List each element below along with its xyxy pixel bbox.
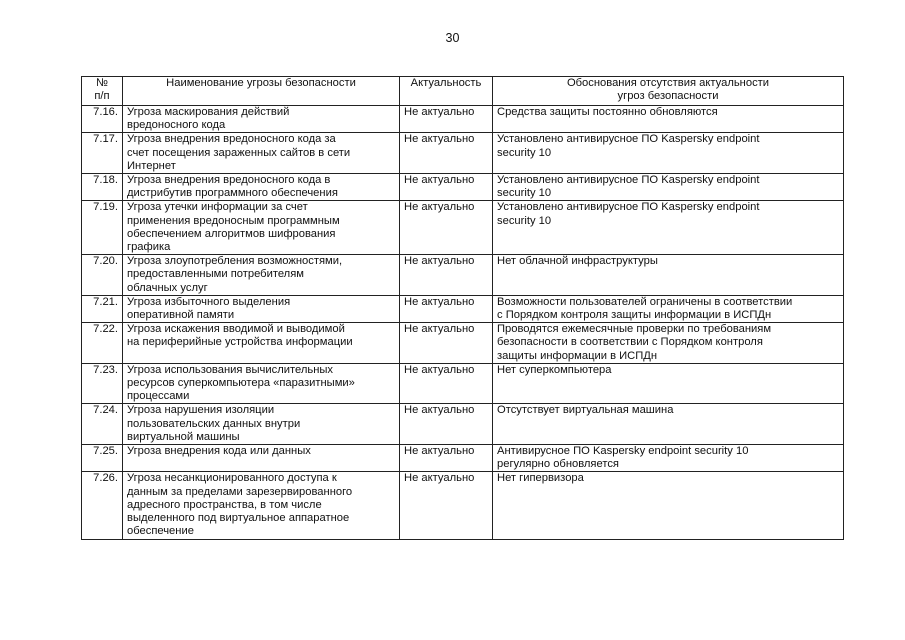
justification-line: security 10	[497, 214, 552, 227]
table-row	[82, 363, 844, 404]
threat-name-line: вредоносного кода	[127, 119, 226, 132]
row-number: 7.21.	[82, 295, 123, 322]
justification-line: с Порядком контроля защиты информации в ИСПДн	[497, 309, 772, 322]
row-number: 7.20.	[82, 255, 123, 296]
actuality-status: Не актуально	[400, 363, 493, 404]
header-num-line: №	[95, 77, 108, 89]
threat-name	[123, 445, 400, 472]
row-number: 7.17.	[82, 133, 123, 174]
justification	[493, 363, 844, 404]
threat-name	[123, 363, 400, 404]
threat-name-line: оперативной памяти	[127, 309, 235, 322]
threat-name-line: Угроза утечки информации за счет	[127, 201, 308, 214]
threat-name	[123, 323, 400, 364]
justification	[493, 295, 844, 322]
threats-table	[81, 76, 844, 540]
threat-name-line: процессами	[127, 390, 190, 403]
table-row	[82, 404, 844, 445]
justification-line: Отсутствует виртуальная машина	[497, 404, 674, 417]
threat-name	[123, 255, 400, 296]
actuality-status: Не актуально	[400, 404, 493, 445]
justification-line: Установлено антивирусное ПО Kaspersky endpoint	[497, 174, 760, 187]
threat-name	[123, 106, 400, 133]
header-justification-line: угроз безопасности	[617, 90, 719, 103]
justification-line: Нет гипервизора	[497, 472, 584, 485]
justification	[493, 445, 844, 472]
threat-name-line: графика	[127, 241, 171, 254]
justification-line: безопасности в соответствии с Порядком контроля	[497, 336, 763, 349]
justification	[493, 106, 844, 133]
threat-name-line: Угроза искажения вводимой и выводимой	[127, 323, 345, 336]
table-row	[82, 472, 844, 539]
header-justification	[493, 77, 844, 106]
justification-line: регулярно обновляется	[497, 458, 619, 471]
actuality-status: Не актуально	[400, 106, 493, 133]
threat-name-line: Интернет	[127, 159, 176, 172]
row-number: 7.25.	[82, 445, 123, 472]
threat-name-line: Угроза внедрения вредоносного кода за	[127, 133, 336, 146]
actuality-status: Не актуально	[400, 445, 493, 472]
justification-line: Антивирусное ПО Kaspersky endpoint security 10	[497, 445, 749, 458]
actuality-status: Не актуально	[400, 255, 493, 296]
threat-name-line: дистрибутив программного обеспечения	[127, 187, 338, 200]
threat-name-line: на периферийные устройства информации	[127, 336, 353, 349]
justification-line: Установлено антивирусное ПО Kaspersky endpoint	[497, 201, 760, 214]
threat-name-line: Угроза избыточного выделения	[127, 295, 291, 308]
row-number: 7.19.	[82, 201, 123, 255]
page-number: 30	[445, 31, 460, 45]
justification-line: security 10	[497, 187, 552, 200]
threat-name-line: ресурсов суперкомпьютера «паразитными»	[127, 377, 355, 390]
threat-name-line: предоставленными потребителям	[127, 268, 304, 281]
threat-name-line: Угроза внедрения кода или данных	[127, 445, 311, 458]
threat-name-line: облачных услуг	[127, 281, 208, 294]
row-number: 7.22.	[82, 323, 123, 364]
threat-name-line: обеспечением алгоритмов шифрования	[127, 227, 336, 240]
justification-line: Средства защиты постоянно обновляются	[497, 106, 718, 118]
row-number: 7.16.	[82, 106, 123, 133]
justification-line: security 10	[497, 146, 552, 159]
justification	[493, 255, 844, 296]
row-number: 7.18.	[82, 174, 123, 201]
threat-name	[123, 133, 400, 174]
threat-name	[123, 472, 400, 539]
actuality-status: Не актуально	[400, 201, 493, 255]
threat-name-line: Угроза использования вычислительных	[127, 363, 334, 376]
threat-name-line: Угроза злоупотребления возможностями,	[127, 255, 343, 268]
table-row	[82, 295, 844, 322]
threat-name-line: адресного пространства, в том числе	[127, 498, 322, 511]
header-num	[82, 77, 123, 106]
threat-name-line: Угроза нарушения изоляции	[127, 404, 275, 417]
header-actuality: Актуальность	[400, 77, 493, 106]
actuality-status: Не актуально	[400, 174, 493, 201]
threat-name-line: Угроза маскирования действий	[127, 106, 290, 118]
justification	[493, 174, 844, 201]
threat-name-line: виртуальной машины	[127, 430, 240, 443]
threat-name-line: обеспечение	[127, 525, 194, 538]
row-number: 7.26.	[82, 472, 123, 539]
threat-name-line: счет посещения зараженных сайтов в сети	[127, 146, 351, 159]
actuality-status: Не актуально	[400, 295, 493, 322]
table-row	[82, 255, 844, 296]
header-num-line: п/п	[94, 90, 110, 103]
table-row	[82, 106, 844, 133]
justification	[493, 323, 844, 364]
threat-name	[123, 404, 400, 445]
justification	[493, 133, 844, 174]
header-threat-name: Наименование угрозы безопасности	[123, 77, 400, 106]
table-row	[82, 133, 844, 174]
header-justification-line: Обоснования отсутствия актуальности	[566, 77, 770, 89]
actuality-status: Не актуально	[400, 323, 493, 364]
justification-line: Возможности пользователей ограничены в соответствии	[497, 295, 793, 308]
table-row	[82, 174, 844, 201]
justification-line: защиты информации в ИСПДн	[497, 349, 658, 362]
justification-line: Нет суперкомпьютера	[497, 363, 612, 376]
threat-name	[123, 174, 400, 201]
threat-name-line: Угроза внедрения вредоносного кода в	[127, 174, 331, 187]
justification	[493, 472, 844, 539]
threat-name	[123, 295, 400, 322]
justification-line: Проводятся ежемесячные проверки по требованиям	[497, 323, 772, 336]
table-header-row	[82, 77, 844, 106]
threat-name	[123, 201, 400, 255]
justification	[493, 404, 844, 445]
threat-name-line: Угроза несанкционированного доступа к	[127, 472, 337, 485]
threat-name-line: пользовательских данных внутри	[127, 417, 301, 430]
justification-line: Нет облачной инфраструктуры	[497, 255, 658, 268]
threat-name-line: данным за пределами зарезервированного	[127, 485, 353, 498]
threat-name-line: выделенного под виртуальное аппаратное	[127, 512, 350, 525]
justification-line: Установлено антивирусное ПО Kaspersky endpoint	[497, 133, 760, 146]
actuality-status: Не актуально	[400, 472, 493, 539]
table-row	[82, 445, 844, 472]
table-row	[82, 323, 844, 364]
row-number: 7.24.	[82, 404, 123, 445]
row-number: 7.23.	[82, 363, 123, 404]
actuality-status: Не актуально	[400, 133, 493, 174]
table-row	[82, 201, 844, 255]
threat-name-line: применения вредоносным программным	[127, 214, 340, 227]
justification	[493, 201, 844, 255]
